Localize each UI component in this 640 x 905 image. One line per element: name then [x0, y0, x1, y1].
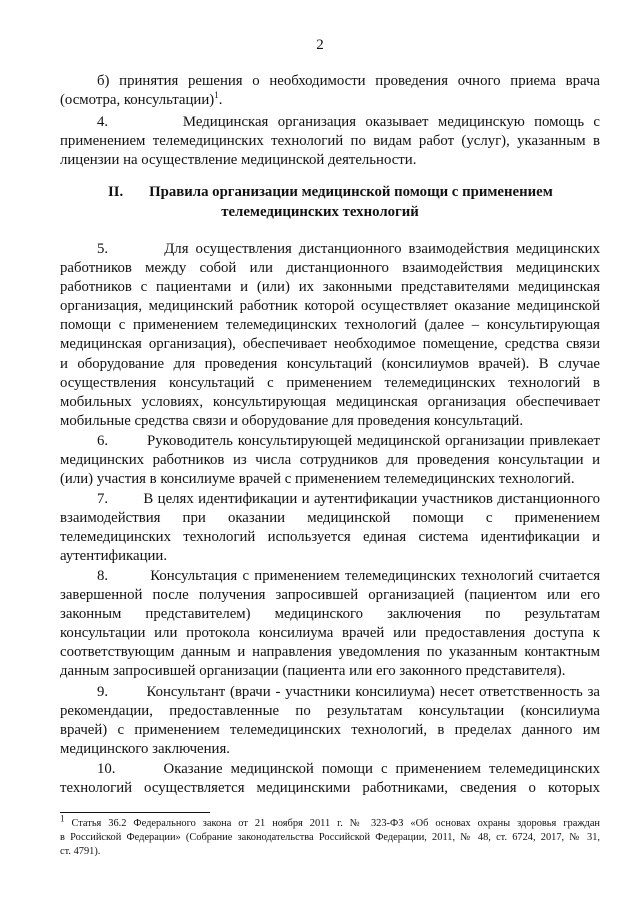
text-line: данным запросившей организации (пациента или его законного представителя).	[60, 663, 566, 679]
text-line: медицинская организация), обеспечивает необходимое помещение, средства связи	[60, 336, 600, 352]
text-line: (осмотра, консультации)$^1$.	[60, 90, 223, 108]
text-line: завершенной после получения запросившей организацией (пациентом или его	[60, 587, 600, 603]
text-line: 10. Оказание медицинской помощи с применением телемедицинских	[97, 761, 600, 777]
text-line: работников с пациентами и (или) их законными представителями медицинская	[60, 279, 600, 295]
text-line: б) принятия решения о необходимости проведения очного приема врача	[97, 73, 600, 89]
section-heading	[108, 184, 600, 201]
footnote-divider	[60, 812, 210, 813]
text-line: лицензии на осуществление медицинской деятельности.	[60, 152, 417, 168]
footnote-line: в Российской Федерации» (Собрание законодательства Российской Федерации, 2011, № 48, ст. 6724, 2017, № 31,	[60, 832, 600, 843]
text-line: технологий осуществляется медицинскими работниками, сведения о которых	[60, 780, 600, 796]
text-line: медицинского заключения.	[60, 741, 230, 757]
section-number: II.	[108, 184, 124, 200]
text-line: 5. Для осуществления дистанционного взаимодействия медицинских	[97, 241, 600, 257]
text-line: и оборудование для проведения консультаций (консилиумов врачей). В случае	[60, 356, 600, 372]
text-line: мобильных условиях, консультирующая медицинская организация обеспечивает	[60, 394, 600, 410]
footnote-marker: 1	[60, 813, 65, 824]
text-line: 7. В целях идентификации и аутентификации участников дистанционного	[97, 491, 600, 507]
text-line: 6. Руководитель консультирующей медицинской организации привлекает	[97, 433, 600, 449]
text-line: врачей) с применением телемедицинских технологий, в пределах данного им	[60, 722, 600, 738]
text-line: организация, медицинский работник которой осуществляет оказание медицинской	[60, 298, 600, 314]
text-line: 8. Консультация с применением телемедицинских технологий считается	[97, 568, 600, 584]
text-line: осуществления консультаций с применением телемедицинских технологий в	[60, 375, 600, 391]
text-line: аутентификации.	[60, 548, 168, 564]
text-line: медицинских работников из числа сотрудников для проведения консультации и	[60, 452, 600, 468]
text-line: 9. Консультант (врачи - участники консилиума) несет ответственность за	[97, 684, 600, 700]
text-line: работников между собой или дистанционного взаимодействия медицинских	[60, 260, 600, 276]
footnote-line: $^1$ Статья 36.2 Федерального закона от 21 ноября 2011 г. № 323-ФЗ «Об основах охраны здоровья граждан	[60, 813, 600, 829]
text-line: рекомендации, предоставленные по результатам консультации (консилиума	[60, 703, 600, 719]
text-line: 4. Медицинская организация оказывает медицинскую помощь с	[97, 114, 600, 130]
section-title-line1: Правила организации медицинской помощи с применением	[149, 184, 553, 200]
text-line: взаимодействия при оказании медицинской помощи с применением	[60, 510, 600, 526]
text-line: соответствующим данным и направления уведомления по указанным контактным	[60, 644, 600, 660]
footnote-line: ст. 4791).	[60, 846, 101, 857]
text-line: консультации или протокола консилиума врачей или предоставления доступа к	[60, 625, 600, 641]
text-line: законным представителем) медицинского заключения по результатам	[60, 606, 600, 622]
text-line: мобильные средства связи и оборудование для проведения консультаций.	[60, 413, 524, 429]
page-number: 2	[316, 37, 324, 53]
footnote-reference: 1	[214, 90, 219, 101]
text-line: применением телемедицинских технологий по видам работ (услуг), указанным в	[60, 133, 600, 149]
section-title-line2: телемедицинских технологий	[221, 204, 419, 220]
text-line: помощи с применением телемедицинских технологий (далее – консультирующая	[60, 317, 600, 333]
text-line: телемедицинских технологий используется единая система идентификации и	[60, 529, 600, 545]
text-line: (или) участия в консилиуме врачей с применением телемедицинских технологий.	[60, 471, 575, 487]
